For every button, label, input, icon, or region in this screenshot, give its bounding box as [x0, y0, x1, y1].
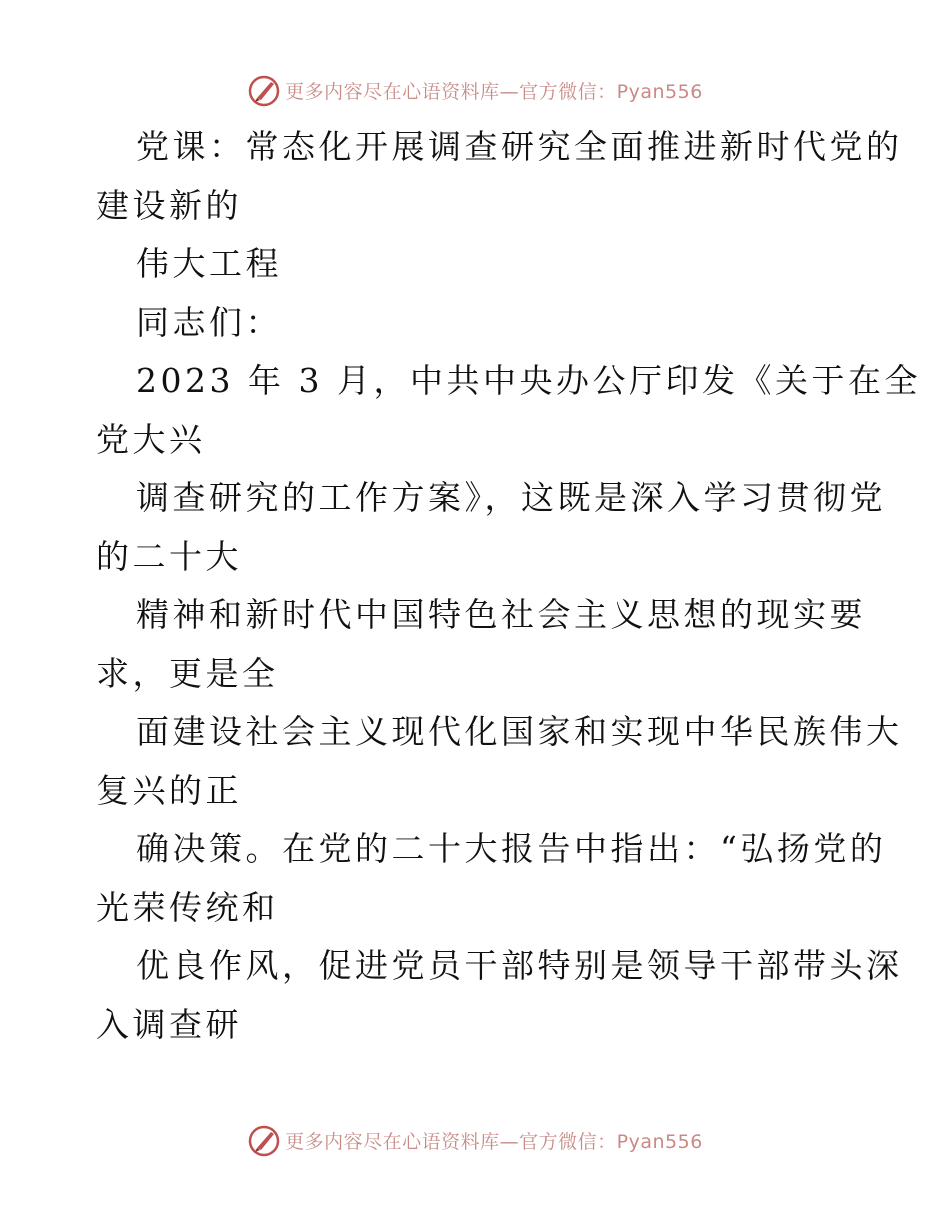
- text-line: 同志们：: [136, 302, 282, 342]
- text-line: 求，更是全: [96, 653, 279, 693]
- text-line: 建设新的: [96, 185, 242, 225]
- text-line: 入调查研: [96, 1004, 242, 1044]
- quill-pen-seal-icon: [247, 73, 281, 107]
- footer-watermark: [0, 1122, 950, 1158]
- text-line: 党大兴: [96, 419, 206, 459]
- text-line: 伟大工程: [136, 244, 282, 283]
- text-line: 面建设社会主义现代化国家和实现中华民族伟大: [136, 712, 903, 751]
- quill-pen-seal-icon: [247, 1123, 281, 1157]
- text-line: 调查研究的工作方案》，这既是深入学习贯彻党: [136, 478, 886, 517]
- text-line: 2023 年 3 月，中共中央办公厅印发《关于在全: [136, 361, 921, 400]
- text-line: 党课：常态化开展调查研究全面推进新时代党的: [136, 127, 903, 166]
- text-line: 光荣传统和: [96, 887, 279, 927]
- text-line: 优良作风，促进党员干部特别是领导干部带头深: [136, 946, 903, 985]
- document-body: [96, 118, 921, 1054]
- text-line: 精神和新时代中国特色社会主义思想的现实要: [136, 595, 866, 634]
- text-line: 确决策。在党的二十大报告中指出：“弘扬党的: [136, 829, 887, 868]
- watermark-text: 更多内容尽在心语资料库—官方微信：Pyan556: [285, 1130, 703, 1153]
- text-line: 复兴的正: [96, 770, 242, 810]
- text-line: 的二十大: [96, 536, 242, 576]
- watermark-text: 更多内容尽在心语资料库—官方微信：Pyan556: [285, 80, 703, 103]
- header-watermark: [0, 72, 950, 108]
